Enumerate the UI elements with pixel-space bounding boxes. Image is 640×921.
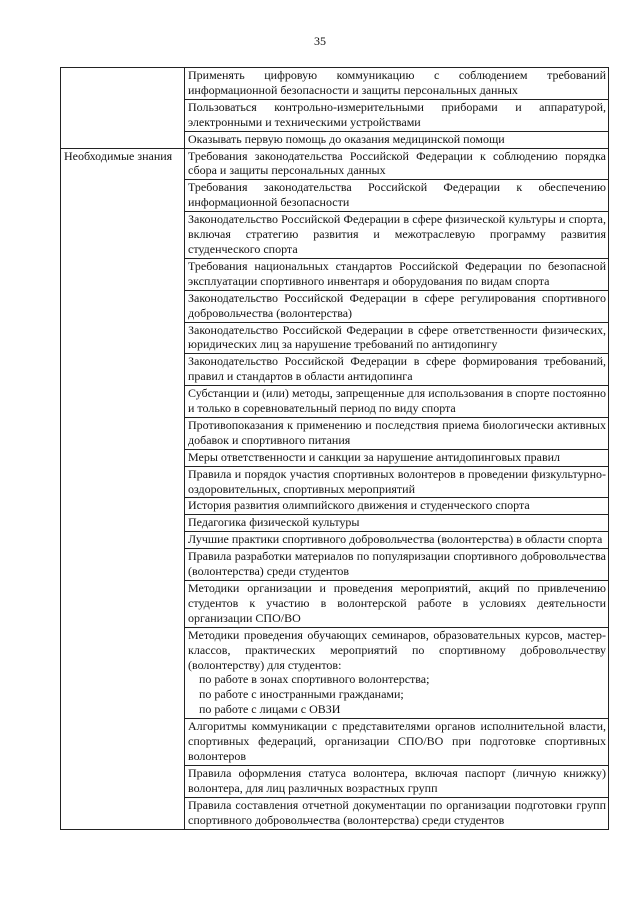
category-cell-empty [61,68,185,149]
table-cell: Пользоваться контрольно-измерительными приборами и аппаратурой, электронными и техническими устройствами [185,99,609,131]
table-cell: Оказывать первую помощь до оказания медицинской помощи [185,131,609,148]
requirements-table [60,67,609,830]
table-cell: Противопоказания к применению и последствия приема биологически активных добавок и спортивного питания [185,417,609,449]
table-cell: Лучшие практики спортивного добровольчества (волонтерства) в области спорта [185,532,609,549]
methods-subitem: по работе с иностранными гражданами; [199,687,404,702]
page-number: 35 [314,34,326,48]
table-cell: Законодательство Российской Федерации в сфере формирования требований, правил и стандартов в области антидопинга [185,354,609,386]
table-row [61,148,609,180]
table-cell: Требования национальных стандартов Российской Федерации по безопасной эксплуатации спортивного инвентаря и оборудования по видам спорта [185,258,609,290]
table-cell: Законодательство Российской Федерации в сфере ответственности физических, юридических лиц за нарушение требований по антидопингу [185,322,609,354]
table-cell: Алгоритмы коммуникации с представителями органов исполнительной власти, спортивных федераций, организации СПО/ВО при подготовке спортивных волонтеров [185,719,609,766]
table-cell: Правила и порядок участия спортивных волонтеров в проведении физкультурно-оздоровительных, спортивных мероприятий [185,466,609,498]
table-cell: Педагогика физической культуры [185,515,609,532]
table-cell: Применять цифровую коммуникацию с соблюдением требований информационной безопасности и защиты персональных данных [185,68,609,100]
methods-subitem: по работе в зонах спортивного волонтерства; [199,672,430,687]
table-cell: Правила разработки материалов по популяризации спортивного добровольчества (волонтерства) среди студентов [185,549,609,581]
table-cell: Меры ответственности и санкции за нарушение антидопинговых правил [185,449,609,466]
methods-subitem: по работе с лицами с ОВЗИ [199,702,341,717]
table-cell: Требования законодательства Российской Федерации к обеспечению информационной безопасности [185,180,609,212]
table-cell: История развития олимпийского движения и студенческого спорта [185,498,609,515]
table-cell: Правила составления отчетной документации по организации подготовки групп спортивного добровольчества (волонтерства) среди студентов [185,797,609,829]
table-cell: Требования законодательства Российской Федерации к соблюдению порядка сбора и защиты персональных данных [185,148,609,180]
table-cell: Законодательство Российской Федерации в сфере регулирования спортивного добровольчества (волонтерства) [185,290,609,322]
table-cell: Субстанции и (или) методы, запрещенные для использования в спорте постоянно и только в соревновательный период по виду спорта [185,386,609,418]
table-row [61,68,609,100]
table-cell: Законодательство Российской Федерации в сфере физической культуры и спорта, включая стратегию развития и межотраслевую программу развития студенческого спорта [185,212,609,259]
table-cell-methods [185,627,609,718]
table-cell: Методики организации и проведения мероприятий, акций по привлечению студентов к участию в волонтерской работе в условиях деятельности организации СПО/ВО [185,581,609,628]
table-cell: Правила оформления статуса волонтера, включая паспорт (личную книжку) волонтера, для лиц различных возрастных групп [185,765,609,797]
methods-intro: Методики проведения обучающих семинаров, образовательных курсов, мастер-классов, практических мероприятий по спортивному добровольчеству (волонтерству) для студентов: [188,627,606,672]
category-cell-knowledge: Необходимые знания [61,148,185,829]
